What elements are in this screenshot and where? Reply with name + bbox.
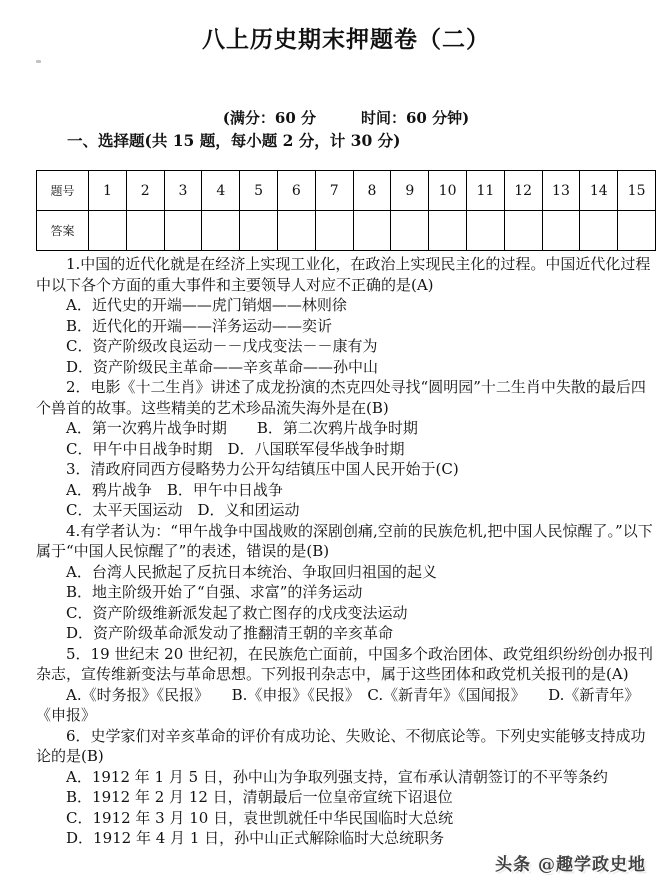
answer-cell (580, 211, 618, 251)
answer-cell (126, 211, 164, 251)
answer-cell (353, 211, 391, 251)
question-number-cell: 13 (542, 171, 580, 211)
questions-area (36, 254, 656, 849)
question-number-cell: 15 (618, 171, 656, 211)
question-number-cell: 3 (164, 171, 202, 211)
question-stem: 2．电影《十二生肖》讲述了成龙扮演的杰克四处寻找“圆明园”十二生肖中失散的最后四个兽首的故事。这些精美的艺术珍品流失海外是在(B) (36, 378, 646, 417)
scan-artifact (36, 60, 41, 63)
question-option-line: C．资产阶级改良运动－－戊戌变法－－康有为 (66, 337, 378, 355)
answer-table (36, 170, 656, 251)
question-stem: 4.有学者认为：“甲午战争中国战败的深剧创痛,空前的民族危机,把中国人民惊醒了。”以下属于“中国人民惊醒了”的表述，错误的是(B) (36, 521, 653, 560)
answer-cell (240, 211, 278, 251)
question-option-line: A．第一次鸦片战争时期 B．第二次鸦片战争时期 (66, 419, 418, 437)
question-option-line: D．资产阶级革命派发动了推翻清王朝的辛亥革命 (66, 624, 394, 642)
page-title: 八上历史期末押题卷（二） (202, 26, 490, 53)
question-option-line: B．地主阶级开始了“自强、求富”的洋务运动 (66, 583, 363, 601)
answer-cell (504, 211, 542, 251)
question-stem: 3．清政府同西方侵略势力公开勾结镇压中国人民开始于(C) (66, 460, 459, 478)
question-option-line: A．鸦片战争 B．甲午中日战争 (66, 480, 283, 499)
question-option-line: B．近代化的开端——洋务运动——奕䜣 (66, 316, 333, 335)
question-option-line: D．1912 年 4 月 1 日，孙中山正式解除临时大总统职务 (66, 829, 445, 847)
exam-page (36, 24, 656, 881)
question-option-line: A．1912 年 1 月 5 日，孙中山为争取列强支持，宣布承认清朝签订的不平等条约 (66, 767, 608, 786)
question-option-line: A．台湾人民掀起了反抗日本统治、争取回归祖国的起义 (66, 562, 437, 581)
question-number-cell: 6 (277, 171, 315, 211)
question-number-cell: 9 (391, 171, 429, 211)
question-option-line: A.《时务报》《民报》 B.《申报》《民报》 C.《新青年》《国闻报》 D.《新青年》《申报》 (36, 685, 640, 724)
answer-row (37, 211, 656, 251)
answer-cell (391, 211, 429, 251)
question-number-row (37, 171, 656, 211)
answer-cell (429, 211, 467, 251)
question-number-cell: 12 (504, 171, 542, 211)
watermark: 头条 @趣学政史地 (495, 855, 646, 875)
question-number-cell: 7 (315, 171, 353, 211)
question-option-line: C．太平天国运动 D．义和团运动 (66, 501, 300, 519)
section-heading: 一、选择题(共 15 题，每小题 2 分，计 30 分) (67, 131, 401, 150)
question-stem: 5．19 世纪末 20 世纪初，在民族危亡面前，中国多个政治团体、政党组织纷纷创办报刊杂志，宣传维新变法与革命思想。下列报刊杂志中，属于这些团体和政党机关报刊的是(A) (36, 644, 654, 683)
question-number-cell: 8 (353, 171, 391, 211)
question-number-cell: 2 (126, 171, 164, 211)
question-number-cell: 14 (580, 171, 618, 211)
question-option-line: C．资产阶级维新派发起了救亡图存的戊戌变法运动 (66, 603, 408, 622)
question-option-line: C．1912 年 3 月 10 日，袁世凯就任中华民国临时大总统 (66, 808, 454, 827)
answer-cell (466, 211, 504, 251)
question-stem: 1.中国的近代化就是在经济上实现工业化，在政治上实现民主化的过程。中国近代化过程中以下各个方面的重大事件和主要领导人对应不正确的是(A) (36, 255, 651, 294)
exam-paper-page (0, 24, 667, 881)
question-number-cell: 5 (240, 171, 278, 211)
row-label-question-number: 题号 (37, 171, 89, 211)
question-option-line: B．1912 年 2 月 12 日，清朝最后一位皇帝宣统下诏退位 (66, 788, 453, 806)
question-number-cell: 1 (89, 171, 127, 211)
question-number-cell: 4 (202, 171, 240, 211)
exam-score-time-line: (满分：60 分 时间：60 分钟) (222, 109, 470, 127)
answer-cell (202, 211, 240, 251)
question-number-cell: 10 (429, 171, 467, 211)
question-stem: 6．史学家们对辛亥革命的评价有成功论、失败论、不彻底论等。下列史实能够支持成功论的是(B) (36, 726, 646, 765)
question-option-line: C．甲午中日战争时期 D．八国联军侵华战争时期 (66, 439, 405, 458)
answer-cell (89, 211, 127, 251)
answer-cell (315, 211, 353, 251)
question-option-line: D．资产阶级民主革命——辛亥革命——孙中山 (66, 357, 379, 376)
answer-cell (277, 211, 315, 251)
answer-cell (618, 211, 656, 251)
question-number-cell: 11 (466, 171, 504, 211)
question-option-line: A．近代史的开端——虎门销烟——林则徐 (66, 296, 347, 314)
row-label-answer: 答案 (37, 211, 89, 251)
answer-cell (542, 211, 580, 251)
answer-cell (164, 211, 202, 251)
